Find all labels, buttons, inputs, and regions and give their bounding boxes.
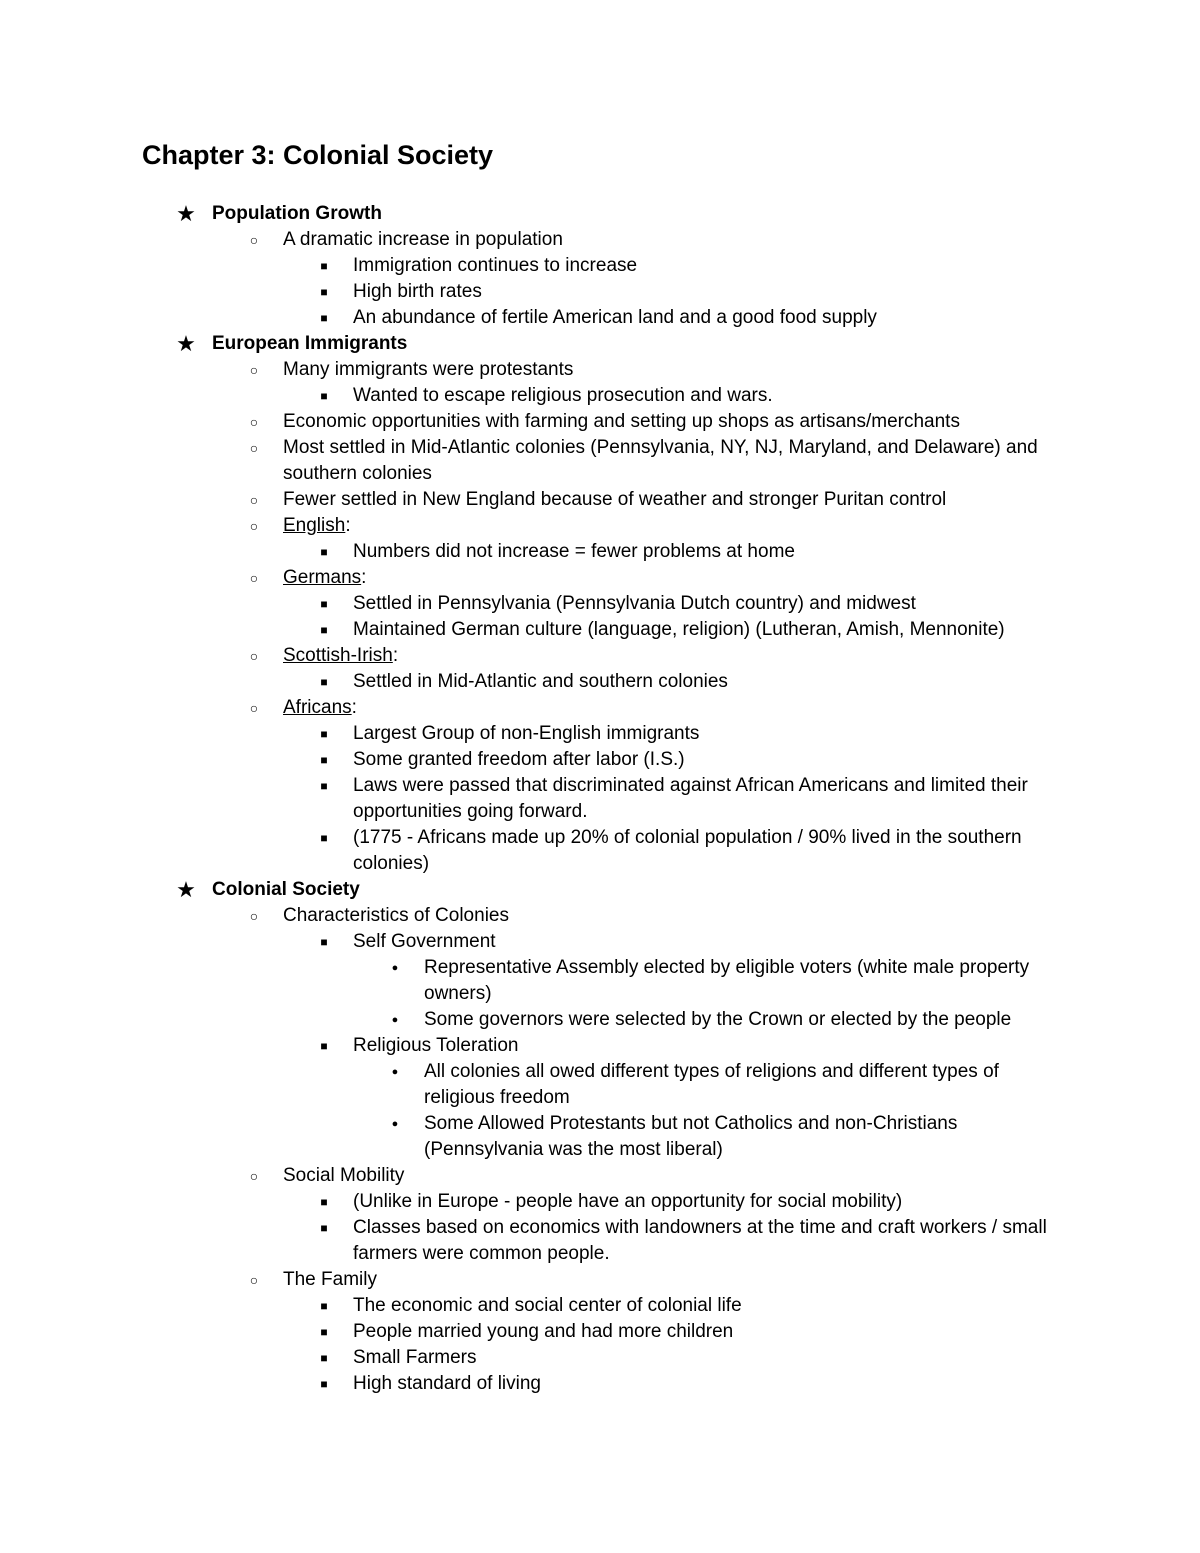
square-bullet-icon: ■	[320, 1377, 328, 1391]
group-label	[283, 565, 1043, 591]
group-label-africans: Africans	[283, 697, 352, 718]
circle-bullet-icon: ○	[249, 362, 259, 378]
list-item-text: Most settled in Mid-Atlantic colonies (Pennsylvania, NY, NJ, Maryland, and Delaware) and southern colonies	[283, 437, 1038, 484]
list-item	[0, 279, 1200, 305]
list-item-text: Economic opportunities with farming and setting up shops as artisans/merchants	[283, 411, 960, 432]
list-item-text: The economic and social center of colonial life	[353, 1295, 742, 1316]
list-item	[0, 565, 1200, 591]
square-bullet-icon: ■	[320, 753, 328, 767]
list-item	[0, 1059, 1200, 1111]
list-item	[0, 747, 1200, 773]
square-bullet-icon: ■	[320, 389, 328, 403]
list-item	[0, 825, 1200, 877]
list-item	[0, 487, 1200, 513]
section-heading	[0, 331, 1200, 357]
list-item-text: Laws were passed that discriminated against African Americans and limited their opportunities going forward.	[353, 775, 1028, 822]
star-bullet-icon: ★	[176, 877, 196, 902]
list-item-text: People married young and had more children	[353, 1321, 734, 1342]
circle-bullet-icon: ○	[249, 700, 259, 716]
list-item-text: Characteristics of Colonies	[283, 905, 509, 926]
circle-bullet-icon: ○	[249, 1168, 259, 1184]
dot-bullet-icon: ●	[391, 1014, 399, 1026]
list-item-text: Many immigrants were protestants	[283, 359, 574, 380]
list-item	[0, 227, 1200, 253]
list-item	[0, 1215, 1200, 1267]
circle-bullet-icon: ○	[249, 570, 259, 586]
dot-bullet-icon: ●	[391, 1066, 399, 1078]
list-item-text: Largest Group of non-English immigrants	[353, 723, 700, 744]
outline	[0, 201, 1200, 1397]
list-item-text: Immigration continues to increase	[353, 255, 638, 276]
list-item	[0, 773, 1200, 825]
square-bullet-icon: ■	[320, 831, 328, 845]
square-bullet-icon: ■	[320, 1039, 328, 1053]
group-label-scottish-irish: Scottish-Irish	[283, 645, 393, 666]
square-bullet-icon: ■	[320, 545, 328, 559]
list-item-text: Settled in Pennsylvania (Pennsylvania Dutch country) and midwest	[353, 593, 916, 614]
list-item	[0, 1007, 1200, 1033]
list-item	[0, 955, 1200, 1007]
list-item	[0, 1319, 1200, 1345]
square-bullet-icon: ■	[320, 935, 328, 949]
list-item	[0, 1267, 1200, 1293]
star-bullet-icon: ★	[176, 331, 196, 356]
section-heading-text: European Immigrants	[212, 333, 408, 354]
list-item	[0, 1189, 1200, 1215]
list-item-text: Small Farmers	[353, 1347, 477, 1368]
list-item	[0, 1033, 1200, 1059]
list-item	[0, 513, 1200, 539]
list-item-text: Some governors were selected by the Crown or elected by the people	[424, 1009, 1012, 1030]
list-item-text: Representative Assembly elected by eligible voters (white male property owners)	[424, 957, 1030, 1004]
square-bullet-icon: ■	[320, 623, 328, 637]
list-item-text: Classes based on economics with landowners at the time and craft workers / small farmers were common people.	[353, 1217, 1047, 1264]
list-item	[0, 409, 1200, 435]
list-item	[0, 591, 1200, 617]
square-bullet-icon: ■	[320, 285, 328, 299]
group-label-germans: Germans	[283, 567, 362, 588]
star-bullet-icon: ★	[176, 201, 196, 226]
list-item	[0, 1345, 1200, 1371]
list-item-text: Social Mobility	[283, 1165, 405, 1186]
list-item-text: Wanted to escape religious prosecution and wars.	[353, 385, 773, 406]
list-item-text: Fewer settled in New England because of weather and stronger Puritan control	[283, 489, 947, 510]
section-heading-text: Colonial Society	[212, 879, 360, 900]
list-item	[0, 253, 1200, 279]
colon: :	[345, 515, 351, 536]
list-item	[0, 669, 1200, 695]
list-item-text: Some granted freedom after labor (I.S.)	[353, 749, 685, 770]
list-item	[0, 383, 1200, 409]
list-item	[0, 643, 1200, 669]
list-item-text: An abundance of fertile American land and a good food supply	[353, 307, 877, 328]
list-item	[0, 695, 1200, 721]
list-item-text: Maintained German culture (language, religion) (Lutheran, Amish, Mennonite)	[353, 619, 1005, 640]
square-bullet-icon: ■	[320, 1299, 328, 1313]
square-bullet-icon: ■	[320, 259, 328, 273]
list-item	[0, 1163, 1200, 1189]
square-bullet-icon: ■	[320, 675, 328, 689]
list-item-text: All colonies all owed different types of religions and different types of religious freedom	[424, 1061, 999, 1108]
list-item-text: A dramatic increase in population	[283, 229, 563, 250]
list-item-text: The Family	[283, 1269, 377, 1290]
square-bullet-icon: ■	[320, 727, 328, 741]
group-label	[283, 513, 1043, 539]
page-title: Chapter 3: Colonial Society	[142, 140, 494, 170]
colon: :	[392, 645, 399, 666]
section-heading-text: Population Growth	[212, 203, 382, 224]
square-bullet-icon: ■	[320, 597, 328, 611]
group-label	[283, 695, 1043, 721]
list-item	[0, 357, 1200, 383]
section-heading	[0, 201, 1200, 227]
list-item	[0, 1111, 1200, 1163]
list-item-text: (1775 - Africans made up 20% of colonial population / 90% lived in the southern colonies)	[353, 827, 1022, 874]
circle-bullet-icon: ○	[249, 232, 259, 248]
list-item	[0, 305, 1200, 331]
list-item	[0, 1371, 1200, 1397]
list-item	[0, 903, 1200, 929]
list-item-text: Some Allowed Protestants but not Catholics and non-Christians (Pennsylvania was the most liberal)	[424, 1113, 958, 1160]
dot-bullet-icon: ●	[391, 1118, 399, 1130]
list-item-text: Numbers did not increase = fewer problems at home	[353, 541, 795, 562]
group-label	[283, 643, 1043, 669]
square-bullet-icon: ■	[320, 311, 328, 325]
dot-bullet-icon: ●	[391, 962, 399, 974]
list-item-text: (Unlike in Europe - people have an opportunity for social mobility)	[353, 1191, 903, 1212]
section-heading	[0, 877, 1200, 903]
colon: :	[351, 697, 357, 718]
square-bullet-icon: ■	[320, 1221, 328, 1235]
list-item	[0, 617, 1200, 643]
square-bullet-icon: ■	[320, 1195, 328, 1209]
circle-bullet-icon: ○	[249, 492, 259, 508]
colon: :	[361, 567, 367, 588]
group-label-english: English	[283, 515, 346, 536]
list-item-text: Religious Toleration	[353, 1035, 519, 1056]
list-item	[0, 721, 1200, 747]
list-item-text: High standard of living	[353, 1373, 541, 1394]
list-item	[0, 929, 1200, 955]
list-item	[0, 539, 1200, 565]
square-bullet-icon: ■	[320, 1325, 328, 1339]
circle-bullet-icon: ○	[249, 414, 259, 430]
list-item	[0, 435, 1200, 487]
list-item-text: High birth rates	[353, 281, 482, 302]
square-bullet-icon: ■	[320, 1351, 328, 1365]
circle-bullet-icon: ○	[249, 440, 259, 456]
circle-bullet-icon: ○	[249, 908, 259, 924]
square-bullet-icon: ■	[320, 779, 328, 793]
list-item-text: Self Government	[353, 931, 496, 952]
circle-bullet-icon: ○	[249, 1272, 259, 1288]
circle-bullet-icon: ○	[249, 518, 259, 534]
list-item-text: Settled in Mid-Atlantic and southern colonies	[353, 671, 728, 692]
list-item	[0, 1293, 1200, 1319]
circle-bullet-icon: ○	[249, 648, 259, 664]
